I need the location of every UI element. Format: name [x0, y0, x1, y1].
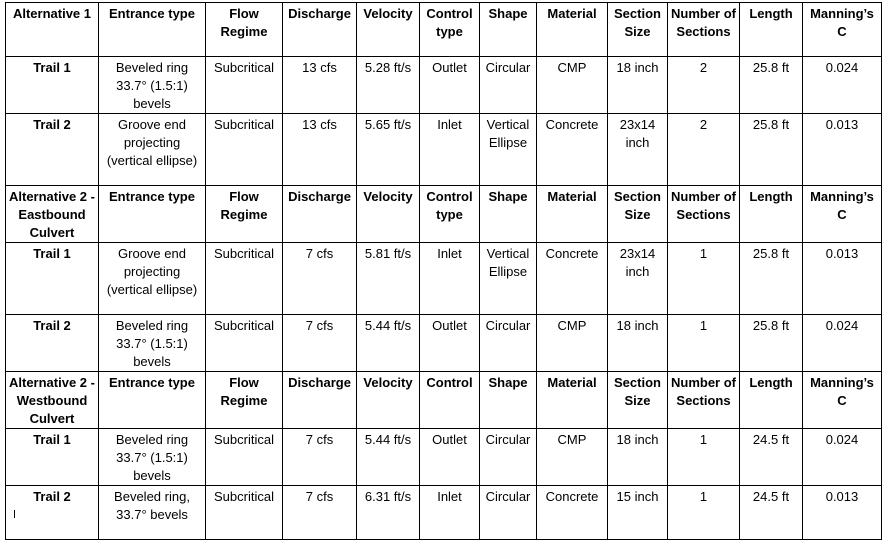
cell-discharge: 7 cfs [283, 429, 357, 486]
header-shape: Shape [480, 3, 537, 57]
cell-length: 25.8 ft [740, 315, 803, 372]
header-section-size: Section Size [608, 372, 668, 429]
row-label: Trail 2 [6, 486, 99, 540]
cell-flow-regime: Subcritical [206, 114, 283, 186]
cell-discharge: 13 cfs [283, 57, 357, 114]
header-entrance-type: Entrance type [99, 186, 206, 243]
cell-control-type: Inlet [420, 486, 480, 540]
cell-control-type: Outlet [420, 429, 480, 486]
cell-discharge: 7 cfs [283, 243, 357, 315]
table-row [6, 429, 882, 486]
table-row [6, 243, 882, 315]
header-control-type: Control type [420, 186, 480, 243]
header-row [6, 372, 882, 429]
header-mannings-c: Manning’s C [803, 3, 882, 57]
cell-shape: Circular [480, 429, 537, 486]
header-mannings-c: Manning’s C [803, 372, 882, 429]
cell-shape: Vertical Ellipse [480, 243, 537, 315]
cell-velocity: 5.65 ft/s [357, 114, 420, 186]
cell-discharge: 7 cfs [283, 486, 357, 540]
cell-material: CMP [537, 57, 608, 114]
cell-section-size: 18 inch [608, 315, 668, 372]
cell-mannings-c: 0.013 [803, 114, 882, 186]
cell-mannings-c: 0.013 [803, 486, 882, 540]
cell-discharge: 7 cfs [283, 315, 357, 372]
header-alternative: Alternative 2 - Eastbound Culvert [6, 186, 99, 243]
cell-number-of-sections: 1 [668, 486, 740, 540]
header-number-of-sections: Number of Sections [668, 186, 740, 243]
header-number-of-sections: Number of Sections [668, 3, 740, 57]
table-row [6, 486, 882, 540]
cell-material: Concrete [537, 114, 608, 186]
row-label: Trail 1 [6, 243, 99, 315]
header-flow-regime: Flow Regime [206, 3, 283, 57]
cell-number-of-sections: 1 [668, 429, 740, 486]
header-control-type: Control type [420, 3, 480, 57]
culvert-alternatives-table [5, 2, 882, 540]
header-flow-regime: Flow Regime [206, 186, 283, 243]
cell-shape: Circular [480, 315, 537, 372]
cell-material: Concrete [537, 486, 608, 540]
cell-flow-regime: Subcritical [206, 486, 283, 540]
row-label: Trail 2 [6, 114, 99, 186]
header-flow-regime: Flow Regime [206, 372, 283, 429]
header-material: Material [537, 3, 608, 57]
header-entrance-type: Entrance type [99, 372, 206, 429]
header-velocity: Velocity [357, 372, 420, 429]
cell-velocity: 5.44 ft/s [357, 429, 420, 486]
header-section-size: Section Size [608, 3, 668, 57]
cell-control-type: Inlet [420, 243, 480, 315]
cell-section-size: 18 inch [608, 429, 668, 486]
cell-control-type: Inlet [420, 114, 480, 186]
cell-flow-regime: Subcritical [206, 243, 283, 315]
cell-mannings-c: 0.024 [803, 315, 882, 372]
header-alternative: Alternative 2 - Westbound Culvert [6, 372, 99, 429]
cell-entrance-type: Groove end projecting (vertical ellipse) [99, 243, 206, 315]
header-velocity: Velocity [357, 186, 420, 243]
cell-flow-regime: Subcritical [206, 429, 283, 486]
cell-number-of-sections: 2 [668, 57, 740, 114]
cell-discharge: 13 cfs [283, 114, 357, 186]
cell-shape: Circular [480, 486, 537, 540]
cell-number-of-sections: 1 [668, 315, 740, 372]
header-velocity: Velocity [357, 3, 420, 57]
cell-mannings-c: 0.024 [803, 57, 882, 114]
cell-material: CMP [537, 315, 608, 372]
cell-entrance-type: Beveled ring 33.7° (1.5:1) bevels [99, 429, 206, 486]
cell-shape: Circular [480, 57, 537, 114]
header-shape: Shape [480, 186, 537, 243]
header-control-type: Control [420, 372, 480, 429]
cell-velocity: 5.28 ft/s [357, 57, 420, 114]
cell-length: 24.5 ft [740, 429, 803, 486]
row-label: Trail 2 [6, 315, 99, 372]
header-discharge: Discharge [283, 3, 357, 57]
cell-control-type: Outlet [420, 315, 480, 372]
cell-entrance-type: Groove end projecting (vertical ellipse) [99, 114, 206, 186]
row-label: Trail 1 [6, 57, 99, 114]
header-discharge: Discharge [283, 372, 357, 429]
cell-section-size: 23x14 inch [608, 114, 668, 186]
header-mannings-c: Manning’s C [803, 186, 882, 243]
cell-velocity: 5.81 ft/s [357, 243, 420, 315]
table-row [6, 57, 882, 114]
cell-number-of-sections: 2 [668, 114, 740, 186]
table-row [6, 315, 882, 372]
table-row [6, 114, 882, 186]
cell-velocity: 5.44 ft/s [357, 315, 420, 372]
header-shape: Shape [480, 372, 537, 429]
cell-entrance-type: Beveled ring 33.7° (1.5:1) bevels [99, 315, 206, 372]
cell-section-size: 15 inch [608, 486, 668, 540]
cell-length: 24.5 ft [740, 486, 803, 540]
cell-length: 25.8 ft [740, 243, 803, 315]
text-cursor [14, 510, 15, 518]
header-length: Length [740, 372, 803, 429]
cell-velocity: 6.31 ft/s [357, 486, 420, 540]
row-label: Trail 1 [6, 429, 99, 486]
cell-length: 25.8 ft [740, 57, 803, 114]
header-number-of-sections: Number of Sections [668, 372, 740, 429]
header-material: Material [537, 372, 608, 429]
cell-shape: Vertical Ellipse [480, 114, 537, 186]
cell-control-type: Outlet [420, 57, 480, 114]
cell-flow-regime: Subcritical [206, 315, 283, 372]
header-row [6, 186, 882, 243]
header-row [6, 3, 882, 57]
header-discharge: Discharge [283, 186, 357, 243]
cell-length: 25.8 ft [740, 114, 803, 186]
cell-entrance-type: Beveled ring, 33.7° bevels [99, 486, 206, 540]
cell-mannings-c: 0.013 [803, 243, 882, 315]
table-body [6, 3, 882, 540]
cell-material: Concrete [537, 243, 608, 315]
header-entrance-type: Entrance type [99, 3, 206, 57]
header-material: Material [537, 186, 608, 243]
header-length: Length [740, 186, 803, 243]
cell-flow-regime: Subcritical [206, 57, 283, 114]
cell-section-size: 23x14 inch [608, 243, 668, 315]
cell-material: CMP [537, 429, 608, 486]
cell-mannings-c: 0.024 [803, 429, 882, 486]
header-alternative: Alternative 1 [6, 3, 99, 57]
header-length: Length [740, 3, 803, 57]
header-section-size: Section Size [608, 186, 668, 243]
cell-section-size: 18 inch [608, 57, 668, 114]
cell-entrance-type: Beveled ring 33.7° (1.5:1) bevels [99, 57, 206, 114]
cell-number-of-sections: 1 [668, 243, 740, 315]
